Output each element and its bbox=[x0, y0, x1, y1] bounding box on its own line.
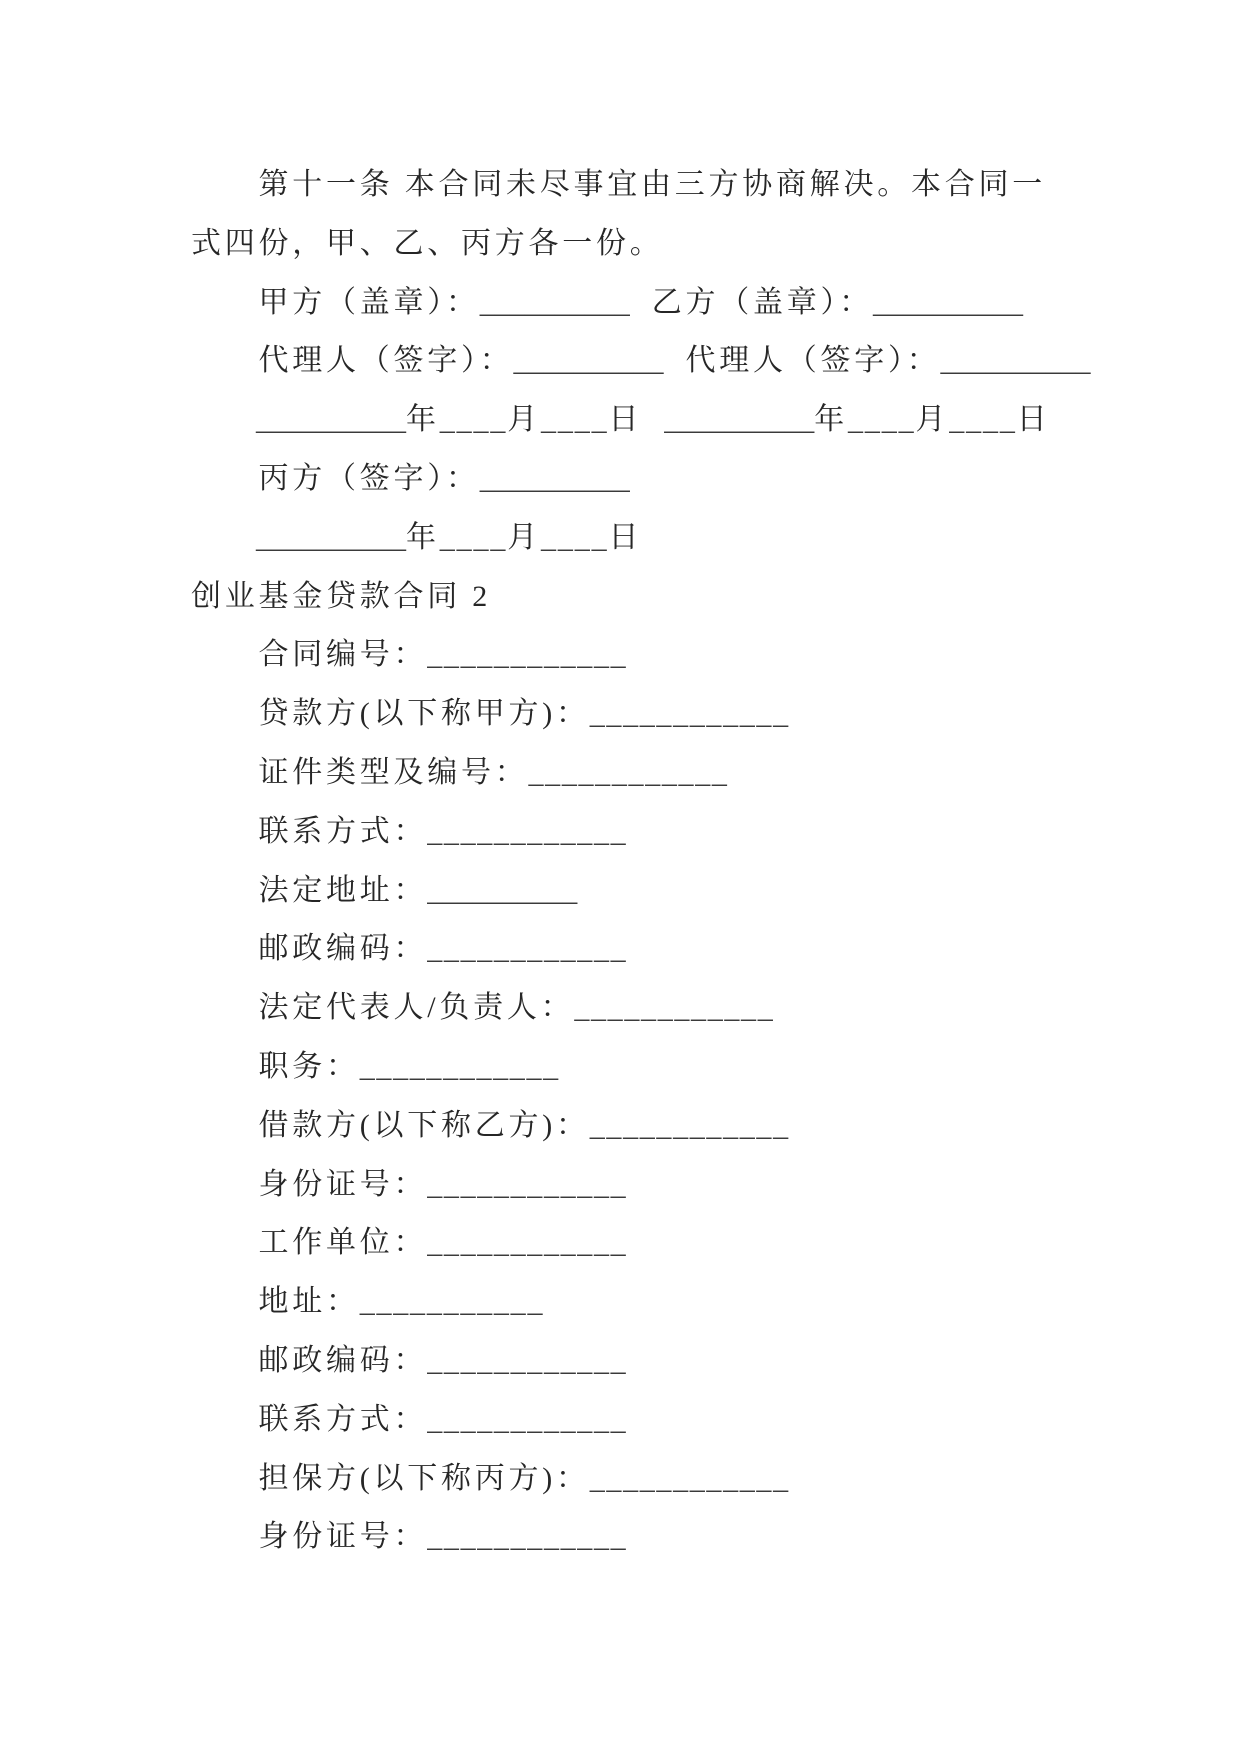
field-label: 邮政编码： bbox=[258, 1343, 428, 1377]
party-c-sign-blank: __________ bbox=[479, 461, 630, 495]
agent-sign-row bbox=[191, 332, 1201, 391]
year-blank: __________ bbox=[256, 403, 406, 437]
year-label: 年 bbox=[406, 403, 440, 437]
field-label: 法定地址： bbox=[258, 873, 428, 907]
field-row-contract-number bbox=[191, 626, 1201, 685]
month-blank: ____ bbox=[439, 520, 508, 554]
agent-b-sign-label: 代理人（签字）： bbox=[685, 344, 941, 378]
date-row-c bbox=[191, 509, 1201, 568]
agent-b-sign-blank: __________ bbox=[940, 344, 1091, 378]
field-row-lender bbox=[191, 685, 1201, 744]
field-blank: ____________ bbox=[589, 1108, 790, 1142]
month-blank: ____ bbox=[848, 403, 916, 437]
field-label: 身份证号： bbox=[258, 1520, 428, 1554]
clause-11-line-2: 式四份，甲、乙、丙方各一份。 bbox=[191, 226, 664, 260]
month-label: 月 bbox=[507, 403, 541, 437]
field-blank: ____________ bbox=[528, 755, 729, 789]
party-a-seal-blank: __________ bbox=[479, 285, 630, 319]
field-label: 合同编号： bbox=[258, 638, 428, 672]
field-row-postal-code bbox=[191, 1332, 1201, 1391]
field-blank: ____________ bbox=[427, 932, 628, 966]
month-label: 月 bbox=[915, 403, 950, 437]
year-blank: __________ bbox=[256, 520, 406, 554]
clause-11-line-1: 第十一条 本合同未尽事宜由三方协商解决。本合同一 bbox=[258, 168, 1046, 201]
field-row-contact bbox=[191, 1391, 1201, 1450]
day-label: 日 bbox=[608, 520, 643, 554]
field-row-position bbox=[191, 1038, 1201, 1097]
day-blank: ____ bbox=[541, 520, 609, 554]
seal-row bbox=[191, 274, 1201, 333]
field-blank: ___________ bbox=[359, 1285, 545, 1319]
field-row-legal-representative bbox=[191, 979, 1201, 1038]
field-label: 工作单位： bbox=[258, 1226, 428, 1260]
day-blank: ____ bbox=[541, 403, 609, 437]
field-label: 地址： bbox=[258, 1285, 360, 1319]
year-label: 年 bbox=[814, 403, 848, 437]
field-blank: ____________ bbox=[589, 1461, 790, 1495]
field-label: 法定代表人/负责人： bbox=[258, 991, 575, 1025]
field-label: 贷款方(以下称甲方)： bbox=[258, 697, 590, 731]
field-blank: ____________ bbox=[427, 1167, 628, 1201]
field-row-employer bbox=[191, 1214, 1201, 1273]
field-label: 借款方(以下称乙方)： bbox=[258, 1108, 590, 1142]
month-blank: ____ bbox=[439, 403, 508, 437]
document-body bbox=[191, 156, 1201, 1567]
field-blank: ____________ bbox=[589, 697, 790, 731]
field-label: 证件类型及编号： bbox=[258, 755, 529, 789]
field-label: 邮政编码： bbox=[258, 932, 428, 966]
party-b-seal-label: 乙方（盖章）： bbox=[651, 285, 873, 319]
field-blank: ____________ bbox=[427, 638, 628, 672]
year-label: 年 bbox=[406, 520, 440, 554]
field-row-legal-address bbox=[191, 862, 1201, 921]
year-blank: __________ bbox=[664, 403, 815, 437]
field-blank: ____________ bbox=[574, 991, 775, 1025]
field-row-address bbox=[191, 1273, 1201, 1332]
field-blank: ____________ bbox=[427, 1226, 628, 1260]
party-c-sign-label: 丙方（签字）： bbox=[258, 461, 480, 495]
month-label: 月 bbox=[507, 520, 541, 554]
field-blank: ____________ bbox=[427, 814, 628, 848]
day-label: 日 bbox=[608, 403, 643, 437]
agent-a-sign-label: 代理人（签字）： bbox=[258, 344, 514, 378]
day-blank: ____ bbox=[949, 403, 1017, 437]
contract-2-title: 创业基金贷款合同 2 bbox=[191, 579, 491, 613]
agent-a-sign-blank: __________ bbox=[513, 344, 664, 378]
field-row-id-type bbox=[191, 744, 1201, 803]
date-row-a-b bbox=[191, 391, 1201, 450]
day-label: 日 bbox=[1016, 403, 1051, 437]
party-b-seal-blank: __________ bbox=[873, 285, 1023, 319]
field-blank: ____________ bbox=[427, 1520, 628, 1554]
field-label: 联系方式： bbox=[258, 1402, 428, 1436]
field-label: 职务： bbox=[258, 1049, 360, 1083]
field-blank: ____________ bbox=[427, 1343, 628, 1377]
field-blank: __________ bbox=[427, 873, 578, 907]
field-row-id-number bbox=[191, 1156, 1201, 1215]
field-row-contact bbox=[191, 803, 1201, 862]
field-label: 联系方式： bbox=[258, 814, 428, 848]
field-label: 担保方(以下称丙方)： bbox=[258, 1461, 590, 1495]
field-row-guarantor bbox=[191, 1450, 1201, 1509]
field-row-postal-code bbox=[191, 920, 1201, 979]
party-c-sign-row bbox=[191, 450, 1201, 509]
field-row-id-number bbox=[191, 1508, 1201, 1567]
field-row-borrower bbox=[191, 1097, 1201, 1156]
field-blank: ____________ bbox=[427, 1402, 628, 1436]
field-blank: ____________ bbox=[359, 1049, 560, 1083]
party-a-seal-label: 甲方（盖章）： bbox=[258, 285, 480, 319]
field-label: 身份证号： bbox=[258, 1167, 428, 1201]
